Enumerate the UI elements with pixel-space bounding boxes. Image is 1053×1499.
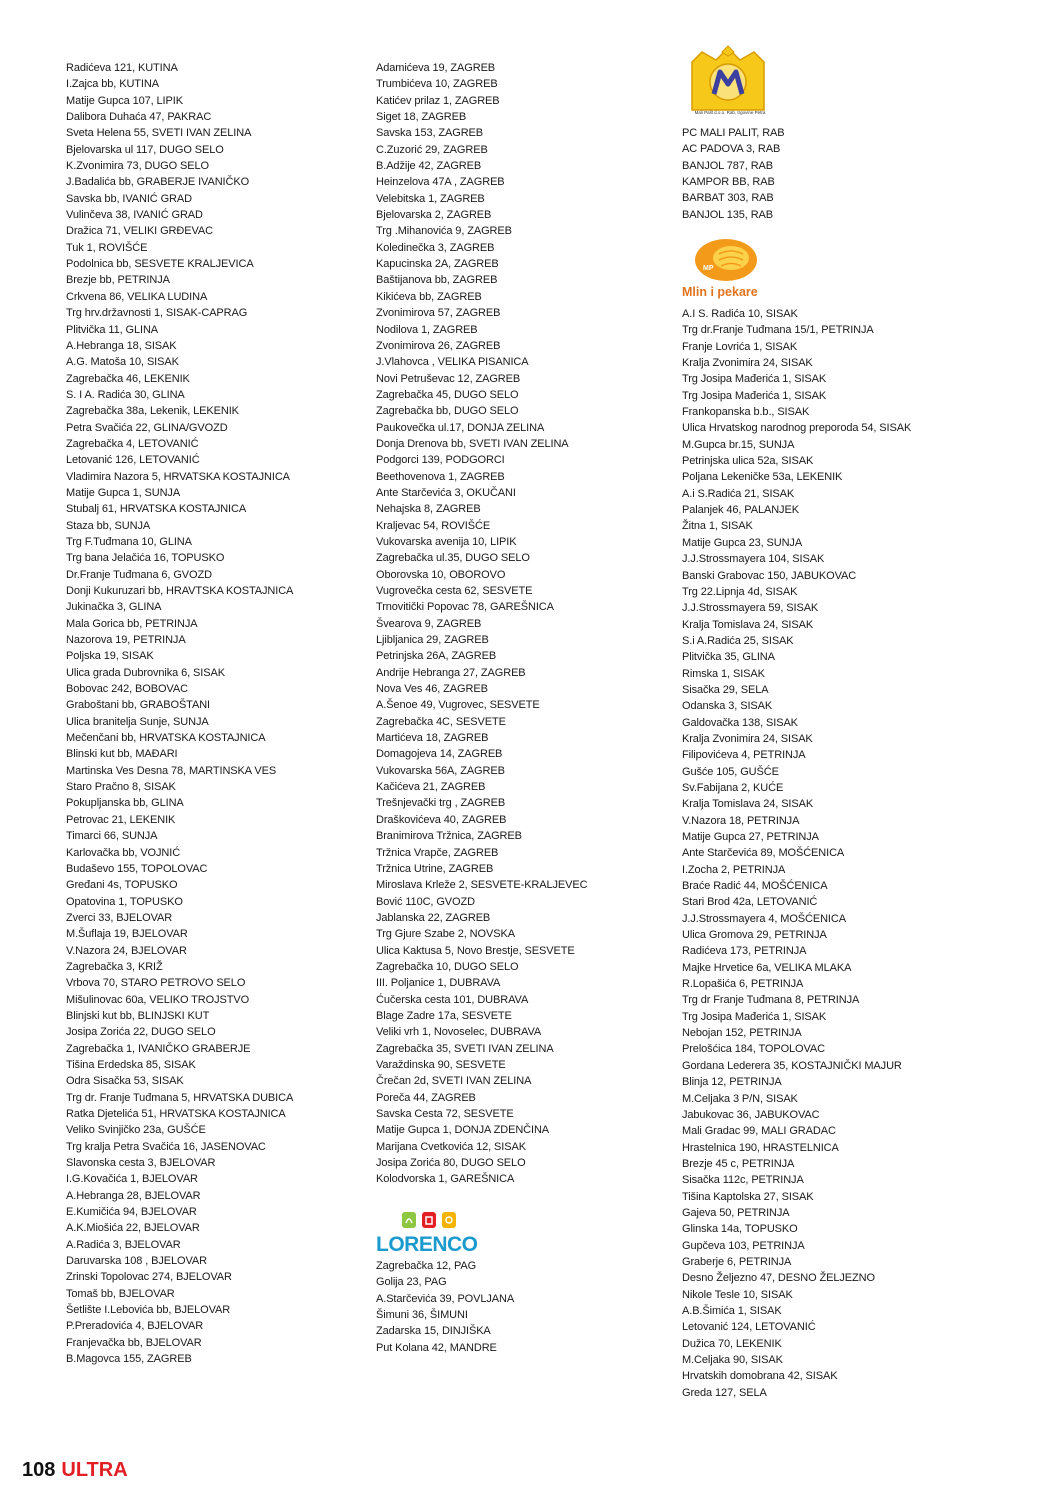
store-address: Branimirova Tržnica, ZAGREB bbox=[376, 830, 522, 843]
store-address: Sveta Helena 55, SVETI IVAN ZELINA bbox=[66, 127, 252, 140]
store-address: Nova Ves 46, ZAGREB bbox=[376, 683, 488, 696]
lorenco-store-address: Zadarska 15, DINJIŠKA bbox=[376, 1325, 491, 1338]
store-address: Timarci 66, SUNJA bbox=[66, 830, 158, 843]
store-address: Martićeva 18, ZAGREB bbox=[376, 732, 489, 745]
lorenco-store-address: Šimuni 36, ŠIMUNI bbox=[376, 1309, 468, 1322]
mlin-store-address: Majke Hrvetice 6a, VELIKA MLAKA bbox=[682, 961, 852, 974]
store-address: A.Hebranga 18, SISAK bbox=[66, 339, 177, 352]
mlin-store-address: Radićeva 173, PETRINJA bbox=[682, 945, 807, 958]
store-address: Siget 18, ZAGREB bbox=[376, 111, 467, 124]
store-address: I.Zajca bb, KUTINA bbox=[66, 78, 159, 91]
store-address: Varaždinska 90, SESVETE bbox=[376, 1058, 506, 1071]
lorenco-store-address: A.Starčevića 39, POVLJANA bbox=[376, 1292, 515, 1305]
store-address: Zrinski Topolovac 274, BJELOVAR bbox=[66, 1271, 232, 1284]
store-address: Katićev prilaz 1, ZAGREB bbox=[376, 94, 500, 107]
store-address: Opatovina 1, TOPUSKO bbox=[66, 895, 183, 908]
mlin-store-address: Poljana Lekeničke 53a, LEKENIK bbox=[682, 471, 843, 484]
store-address: I.G.Kovačića 1, BJELOVAR bbox=[66, 1173, 198, 1186]
store-address: Trg .Mihanovića 9, ZAGREB bbox=[376, 225, 512, 238]
store-address: B.Adžije 42, ZAGREB bbox=[376, 160, 482, 173]
store-address: Blinjski kut bb, BLINJSKI KUT bbox=[66, 1009, 210, 1022]
mlin-store-address: Frankopanska b.b., SISAK bbox=[682, 406, 810, 419]
store-address: Donja Drenova bb, SVETI IVAN ZELINA bbox=[376, 437, 569, 450]
store-address: Velebitska 1, ZAGREB bbox=[376, 192, 485, 205]
store-address: Zagrebačka 4C, SESVETE bbox=[376, 715, 506, 728]
store-address: Andrije Hebranga 27, ZAGREB bbox=[376, 666, 526, 679]
store-address: Mala Gorica bb, PETRINJA bbox=[66, 617, 198, 630]
mlin-store-address: Tišina Kaptolska 27, SISAK bbox=[682, 1190, 814, 1203]
store-address: Trg kralja Petra Svačića 16, JASENOVAC bbox=[66, 1140, 266, 1153]
store-address: Letovanić 126, LETOVANIĆ bbox=[66, 454, 200, 467]
store-address: Dražica 71, VELIKI GRĐEVAC bbox=[66, 225, 213, 238]
mlin-store-address: M.Celjaka 3 P/N, SISAK bbox=[682, 1092, 798, 1105]
mlin-store-address: Stari Brod 42a, LETOVANIĆ bbox=[682, 896, 818, 909]
mlin-store-address: Petrinjska ulica 52a, SISAK bbox=[682, 455, 814, 468]
store-address: Šetlište I.Lebovića bb, BJELOVAR bbox=[66, 1304, 231, 1317]
mlin-i-pekare-logo bbox=[693, 238, 759, 282]
store-address: Dalibora Duhaća 47, PAKRAC bbox=[66, 111, 212, 124]
lorenco-store-address: Golija 23, PAG bbox=[376, 1276, 447, 1289]
store-address: Stubalj 61, HRVATSKA KOSTAJNICA bbox=[66, 503, 247, 516]
mlin-store-address: Ulica Hrvatskog narodnog preporoda 54, SISAK bbox=[682, 422, 912, 435]
store-address: Zvonimirova 57, ZAGREB bbox=[376, 307, 501, 320]
store-address: A.Šenoe 49, Vugrovec, SESVETE bbox=[376, 699, 540, 712]
store-address: A.Hebranga 28, BJELOVAR bbox=[66, 1189, 201, 1202]
mali-palit-store-address: PC MALI PALIT, RAB bbox=[682, 127, 785, 139]
store-address: E.Kumičića 94, BJELOVAR bbox=[66, 1206, 197, 1219]
store-address: Matije Gupca 1, SUNJA bbox=[66, 486, 181, 499]
store-address: Domagojeva 14, ZAGREB bbox=[376, 748, 503, 761]
store-list-column-1 bbox=[66, 60, 293, 1368]
store-address: K.Zvonimira 73, DUGO SELO bbox=[66, 160, 209, 173]
store-address: Petra Svačića 22, GLINA/GVOZD bbox=[66, 421, 228, 434]
mlin-store-address: Ulica Gromova 29, PETRINJA bbox=[682, 929, 827, 942]
store-address: Tržnica Vrapče, ZAGREB bbox=[376, 846, 499, 859]
mlin-store-address: Matije Gupca 27, PETRINJA bbox=[682, 831, 819, 843]
store-address: Ljibljanica 29, ZAGREB bbox=[376, 634, 489, 647]
mlin-store-address: Žitna 1, SISAK bbox=[682, 520, 753, 533]
mlin-store-address: Gupčeva 103, PETRINJA bbox=[682, 1239, 805, 1252]
brand-name: ULTRA bbox=[61, 1459, 128, 1481]
mlin-store-address: Ante Starčevića 89, MOŠĆENICA bbox=[682, 847, 845, 860]
store-address: Trg dr. Franje Tuđmana 5, HRVATSKA DUBICA bbox=[66, 1091, 294, 1104]
store-address: Nehajska 8, ZAGREB bbox=[376, 503, 481, 516]
store-address: Zagrebačka 38a, Lekenik, LEKENIK bbox=[66, 405, 239, 418]
mlin-store-address: Trg dr Franje Tuđmana 8, PETRINJA bbox=[682, 994, 860, 1007]
store-address: Pokupljanska bb, GLINA bbox=[66, 797, 184, 810]
store-list-column-2 bbox=[376, 60, 587, 1188]
store-address: Budaševo 155, TOPOLOVAC bbox=[66, 862, 208, 875]
mlin-store-address: Brezje 45 c, PETRINJA bbox=[682, 1157, 795, 1170]
store-address: Plitvička 11, GLINA bbox=[66, 323, 159, 336]
store-address: Ulica grada Dubrovnika 6, SISAK bbox=[66, 666, 225, 679]
mlin-store-address: M.Gupca br.15, SUNJA bbox=[682, 438, 795, 451]
store-address: S. I A. Radića 30, GLINA bbox=[66, 388, 185, 401]
mlin-store-address: Odanska 3, SISAK bbox=[682, 700, 773, 713]
store-address: Tržnica Utrine, ZAGREB bbox=[376, 862, 494, 875]
store-address: A.K.Miošića 22, BJELOVAR bbox=[66, 1222, 200, 1235]
store-address: Zagrebačka 1, IVANIČKO GRABERJE bbox=[66, 1042, 251, 1055]
mlin-store-address: Nikole Tesle 10, SISAK bbox=[682, 1288, 793, 1301]
lorenco-logo-text: LORENCO bbox=[376, 1233, 478, 1256]
mlin-store-address: Trg Josipa Mađerića 1, SISAK bbox=[682, 373, 827, 386]
mali-palit-store-address: AC PADOVA 3, RAB bbox=[682, 143, 781, 156]
mlin-store-address: V.Nazora 18, PETRINJA bbox=[682, 814, 800, 827]
mlin-store-address: Blinja 12, PETRINJA bbox=[682, 1076, 782, 1089]
store-address: Bjelovarska 2, ZAGREB bbox=[376, 209, 492, 222]
mlin-store-address: Dužica 70, LEKENIK bbox=[682, 1337, 782, 1350]
store-address: Jablanska 22, ZAGREB bbox=[376, 911, 491, 924]
mlin-store-address: Kralja Tomislava 24, SISAK bbox=[682, 798, 814, 811]
store-address: Brezje bb, PETRINJA bbox=[66, 274, 170, 287]
mlin-store-address: A.i S.Radića 21, SISAK bbox=[682, 487, 795, 500]
store-address: Petrovac 21, LEKENIK bbox=[66, 813, 176, 826]
mlin-store-address: Hrastelnica 190, HRASTELNICA bbox=[682, 1141, 839, 1154]
mlin-store-address: Gajeva 50, PETRINJA bbox=[682, 1206, 790, 1219]
mlin-store-address: Prelošćica 184, TOPOLOVAC bbox=[682, 1043, 826, 1056]
mlin-store-address: Filipovićeva 4, PETRINJA bbox=[682, 749, 806, 762]
mlin-store-address: Nebojan 152, PETRINJA bbox=[682, 1027, 802, 1040]
mlin-badge: MP bbox=[703, 265, 714, 272]
store-address: Trumbićeva 10, ZAGREB bbox=[376, 78, 498, 91]
mlin-store-address: Trg Josipa Mađerića 1, SISAK bbox=[682, 389, 827, 402]
store-address: Trnovitički Popovac 78, GAREŠNICA bbox=[376, 601, 554, 614]
store-address: Kraljevac 54, ROVIŠĆE bbox=[376, 519, 491, 532]
mali-palit-store-list bbox=[682, 125, 785, 223]
store-address: C.Zuzorić 29, ZAGREB bbox=[376, 143, 488, 156]
store-address: Zagrebačka ul.35, DUGO SELO bbox=[376, 552, 530, 565]
store-address: Tuk 1, ROVIŠĆE bbox=[66, 241, 148, 254]
store-address: Oborovska 10, OBOROVO bbox=[376, 568, 506, 581]
store-address: Vukovarska 56A, ZAGREB bbox=[376, 764, 505, 777]
store-address: Karlovačka bb, VOJNIĆ bbox=[66, 846, 181, 859]
store-address: Heinzelova 47A , ZAGREB bbox=[376, 176, 505, 189]
store-address: Marijana Cvetkovića 12, SISAK bbox=[376, 1140, 526, 1153]
mlin-store-address: Sisačka 29, SELA bbox=[682, 683, 769, 696]
store-address: Vladimira Nazora 5, HRVATSKA KOSTAJNICA bbox=[66, 470, 290, 483]
store-address: Gređani 4s, TOPUSKO bbox=[66, 879, 178, 892]
store-address: Vulinčeva 38, IVANIĆ GRAD bbox=[66, 209, 203, 222]
store-address: Petrinjska 26A, ZAGREB bbox=[376, 650, 497, 663]
store-address: M.Šuflaja 19, BJELOVAR bbox=[66, 928, 188, 941]
mlin-i-pekare-title: Mlin i pekare bbox=[682, 285, 758, 299]
store-address: A.Radića 3, BJELOVAR bbox=[66, 1238, 181, 1251]
store-address: Mišulinovac 60a, VELIKO TROJSTVO bbox=[66, 993, 250, 1006]
store-address: Nazorova 19, PETRINJA bbox=[66, 634, 186, 647]
store-address: J.Badalića bb, GRABERJE IVANIČKO bbox=[66, 176, 250, 189]
mali-palit-store-address: BANJOL 787, RAB bbox=[682, 159, 774, 172]
store-address: Trg bana Jelačića 16, TOPUSKO bbox=[66, 552, 225, 565]
store-address: Podgorci 139, PODGORCI bbox=[376, 454, 505, 467]
mlin-store-address: Plitvička 35, GLINA bbox=[682, 651, 775, 664]
store-address: Kapucinska 2A, ZAGREB bbox=[376, 258, 499, 271]
lorenco-store-list bbox=[376, 1258, 514, 1356]
store-address: Zagrebačka 4, LETOVANIĆ bbox=[66, 437, 199, 450]
mlin-store-address: Rimska 1, SISAK bbox=[682, 667, 765, 680]
store-address: Savska 153, ZAGREB bbox=[376, 127, 484, 140]
lorenco-store-address: Put Kolana 42, MANDRE bbox=[376, 1341, 497, 1354]
mlin-store-address: Gušće 105, GUŠĆE bbox=[682, 765, 779, 778]
mali-palit-store-address: KAMPOR BB, RAB bbox=[682, 176, 775, 189]
store-address: Ulica Kaktusa 5, Novo Brestje, SESVETE bbox=[376, 944, 575, 957]
mlin-store-address: Matije Gupca 23, SUNJA bbox=[682, 536, 803, 549]
store-address: B.Magovca 155, ZAGREB bbox=[66, 1353, 192, 1366]
lorenco-store-address: Zagrebačka 12, PAG bbox=[376, 1260, 477, 1272]
mlin-store-address: Glinska 14a, TOPUSKO bbox=[682, 1223, 798, 1236]
store-address: J.Vlahovca , VELIKA PISANICA bbox=[376, 356, 529, 369]
store-address: Švearova 9, ZAGREB bbox=[376, 617, 482, 630]
store-address: Vukovarska avenija 10, LIPIK bbox=[376, 535, 517, 548]
store-address: Zagrebačka 3, KRIŽ bbox=[66, 960, 163, 973]
store-address: Blinski kut bb, MAĐARI bbox=[66, 748, 178, 761]
store-address: Matije Gupca 107, LIPIK bbox=[66, 94, 183, 107]
mlin-store-address: Braće Radić 44, MOŠĆENICA bbox=[682, 880, 828, 893]
store-address: Poreča 44, ZAGREB bbox=[376, 1091, 476, 1104]
store-address: Podolnica bb, SESVETE KRALJEVICA bbox=[66, 258, 254, 271]
store-address: Paukovečka ul.17, DONJA ZELINA bbox=[376, 421, 545, 434]
mali-palit-store-address: BARBAT 303, RAB bbox=[682, 192, 774, 205]
store-address: Veliko Svinjičko 23a, GUŠĆE bbox=[66, 1124, 206, 1137]
store-address: Adamićeva 19, ZAGREB bbox=[376, 62, 496, 74]
mali-palit-logo bbox=[682, 44, 774, 120]
store-address: Kolodvorska 1, GAREŠNICA bbox=[376, 1173, 515, 1186]
store-address: Crkvena 86, VELIKA LUDINA bbox=[66, 290, 208, 303]
mlin-store-address: Trg dr.Franje Tuđmana 15/1, PETRINJA bbox=[682, 324, 874, 337]
mlin-store-list bbox=[682, 306, 911, 1401]
page-footer bbox=[22, 1459, 128, 1482]
store-address: Savska Cesta 72, SESVETE bbox=[376, 1108, 514, 1120]
store-address: Miroslava Krleže 2, SESVETE-KRALJEVEC bbox=[376, 879, 588, 892]
mali-palit-store-address: BANJOL 135, RAB bbox=[682, 208, 774, 221]
store-address: Martinska Ves Desna 78, MARTINSKA VES bbox=[66, 764, 277, 777]
store-address: Staza bb, SUNJA bbox=[66, 519, 151, 532]
store-address: Zagrebačka 45, DUGO SELO bbox=[376, 388, 519, 401]
mlin-store-address: Greda 127, SELA bbox=[682, 1386, 767, 1399]
mlin-store-address: Sv.Fabijana 2, KUĆE bbox=[682, 781, 784, 794]
store-address: Tišina Erdedska 85, SISAK bbox=[66, 1058, 196, 1071]
store-address: Tomaš bb, BJELOVAR bbox=[66, 1287, 175, 1300]
mlin-store-address: A.B.Šimića 1, SISAK bbox=[682, 1304, 782, 1317]
store-address: Mečenčani bb, HRVATSKA KOSTAJNICA bbox=[66, 732, 266, 745]
store-address: Trg Gjure Szabe 2, NOVSKA bbox=[376, 928, 515, 941]
store-address: P.Preradovića 4, BJELOVAR bbox=[66, 1320, 204, 1333]
store-address: Savska bb, IVANIĆ GRAD bbox=[66, 192, 192, 205]
store-address: Bović 110C, GVOZD bbox=[376, 895, 475, 908]
store-address: Daruvarska 108 , BJELOVAR bbox=[66, 1255, 207, 1268]
store-address: Matije Gupca 1, DONJA ZDENČINA bbox=[376, 1124, 550, 1137]
mlin-store-address: Galdovačka 138, SISAK bbox=[682, 716, 798, 729]
store-address: Kikićeva bb, ZAGREB bbox=[376, 290, 482, 303]
mlin-store-address: Letovanić 124, LETOVANIĆ bbox=[682, 1321, 816, 1334]
store-address: Jukinačka 3, GLINA bbox=[66, 601, 162, 614]
store-address: Franjevačka bb, BJELOVAR bbox=[66, 1336, 202, 1349]
mlin-store-address: Mali Gradac 99, MALI GRADAC bbox=[682, 1125, 836, 1138]
mlin-store-address: Graberje 6, PETRINJA bbox=[682, 1255, 792, 1268]
store-address: Koledinečka 3, ZAGREB bbox=[376, 241, 495, 254]
mlin-store-address: R.Lopašića 6, PETRINJA bbox=[682, 978, 804, 991]
store-address: Dr.Franje Tuđmana 6, GVOZD bbox=[66, 568, 212, 581]
store-address: Graboštani bb, GRABOŠTANI bbox=[66, 699, 211, 712]
store-address: Beethovenova 1, ZAGREB bbox=[376, 470, 505, 483]
store-address: Vugrovečka cesta 62, SESVETE bbox=[376, 585, 533, 597]
mlin-store-address: Sisačka 112c, PETRINJA bbox=[682, 1174, 804, 1187]
mlin-store-address: Kralja Zvonimira 24, SISAK bbox=[682, 357, 813, 370]
store-address: Josipa Zorića 22, DUGO SELO bbox=[66, 1026, 216, 1039]
mali-palit-caption: Mali Palit d.o.o. Rab, trgovine Petra bbox=[694, 110, 766, 115]
mlin-store-address: A.I S. Radića 10, SISAK bbox=[682, 308, 798, 320]
mlin-store-address: Franje Lovrića 1, SISAK bbox=[682, 340, 798, 353]
mlin-store-address: M.Celjaka 90, SISAK bbox=[682, 1354, 783, 1366]
store-address: Trg hrv.državnosti 1, SISAK-CAPRAG bbox=[66, 307, 248, 320]
mlin-store-address: Palanjek 46, PALANJEK bbox=[682, 504, 799, 517]
mlin-store-address: Hrvatskih domobrana 42, SISAK bbox=[682, 1370, 838, 1383]
mlin-store-address: Jabukovac 36, JABUKOVAC bbox=[682, 1108, 820, 1121]
store-address: Josipa Zorića 80, DUGO SELO bbox=[376, 1157, 526, 1170]
mlin-store-address: Desno Željezno 47, DESNO ŽELJEZNO bbox=[682, 1272, 875, 1285]
store-address: Zvonimirova 26, ZAGREB bbox=[376, 339, 501, 352]
store-address: Trešnjevački trg , ZAGREB bbox=[376, 797, 506, 810]
store-address: Donji Kukuruzari bb, HRAVTSKA KOSTAJNICA bbox=[66, 585, 294, 597]
mlin-store-address: Trg Josipa Mađerića 1, SISAK bbox=[682, 1010, 827, 1023]
store-address: Zagrebačka bb, DUGO SELO bbox=[376, 405, 519, 418]
store-address: Zverci 33, BJELOVAR bbox=[66, 911, 173, 924]
store-address: Poljska 19, SISAK bbox=[66, 650, 154, 663]
mlin-store-address: Gordana Lederera 35, KOSTAJNIČKI MAJUR bbox=[682, 1059, 902, 1072]
store-address: Zagrebačka 35, SVETI IVAN ZELINA bbox=[376, 1042, 554, 1055]
store-address: A.G. Matoša 10, SISAK bbox=[66, 356, 179, 369]
store-address: Veliki vrh 1, Novoselec, DUBRAVA bbox=[376, 1026, 542, 1039]
store-address: Ulica branitelja Sunje, SUNJA bbox=[66, 715, 209, 728]
mlin-store-address: Kralja Zvonimira 24, SISAK bbox=[682, 732, 813, 745]
mlin-store-address: J.J.Strossmayera 104, SISAK bbox=[682, 553, 825, 566]
store-address: Bobovac 242, BOBOVAC bbox=[66, 683, 188, 696]
store-address: Radićeva 121, KUTINA bbox=[66, 62, 178, 74]
mlin-store-address: Banski Grabovac 150, JABUKOVAC bbox=[682, 569, 857, 582]
store-address: Bjelovarska ul 117, DUGO SELO bbox=[66, 143, 224, 156]
store-address: Črečan 2d, SVETI IVAN ZELINA bbox=[376, 1075, 532, 1088]
mlin-store-address: Trg 22.Lipnja 4d, SISAK bbox=[682, 585, 798, 598]
store-address: Slavonska cesta 3, BJELOVAR bbox=[66, 1157, 216, 1170]
store-address: V.Nazora 24, BJELOVAR bbox=[66, 944, 187, 957]
store-address: Ratka Djetelića 51, HRVATSKA KOSTAJNICA bbox=[66, 1108, 286, 1120]
store-address: Zagrebačka 46, LEKENIK bbox=[66, 372, 190, 385]
store-address: Draškovićeva 40, ZAGREB bbox=[376, 813, 507, 826]
store-address: III. Poljanice 1, DUBRAVA bbox=[376, 977, 501, 990]
mlin-store-address: Kralja Tomislava 24, SISAK bbox=[682, 618, 814, 631]
store-address: Vrbova 70, STARO PETROVO SELO bbox=[66, 977, 246, 990]
store-address: Nodilova 1, ZAGREB bbox=[376, 323, 478, 336]
store-address: Novi Petruševac 12, ZAGREB bbox=[376, 372, 521, 385]
store-address: Staro Pračno 8, SISAK bbox=[66, 781, 176, 794]
store-address: Trg F.Tuđmana 10, GLINA bbox=[66, 535, 192, 548]
store-address: Zagrebačka 10, DUGO SELO bbox=[376, 960, 519, 973]
mlin-store-address: S.i A.Radića 25, SISAK bbox=[682, 634, 794, 647]
store-address: Baštijanova bb, ZAGREB bbox=[376, 274, 498, 287]
page-number: 108 bbox=[22, 1459, 56, 1481]
store-address: Blage Zadre 17a, SESVETE bbox=[376, 1009, 512, 1022]
store-address: Ante Starčevića 3, OKUČANI bbox=[376, 486, 516, 499]
store-address: Ćučerska cesta 101, DUBRAVA bbox=[376, 993, 529, 1006]
mlin-store-address: I.Zocha 2, PETRINJA bbox=[682, 863, 786, 876]
store-address: Odra Sisačka 53, SISAK bbox=[66, 1075, 184, 1088]
store-address: Kačićeva 21, ZAGREB bbox=[376, 781, 486, 794]
mlin-store-address: J.J.Strossmayera 59, SISAK bbox=[682, 602, 819, 615]
mlin-store-address: J.J.Strossmayera 4, MOŠĆENICA bbox=[682, 912, 846, 925]
